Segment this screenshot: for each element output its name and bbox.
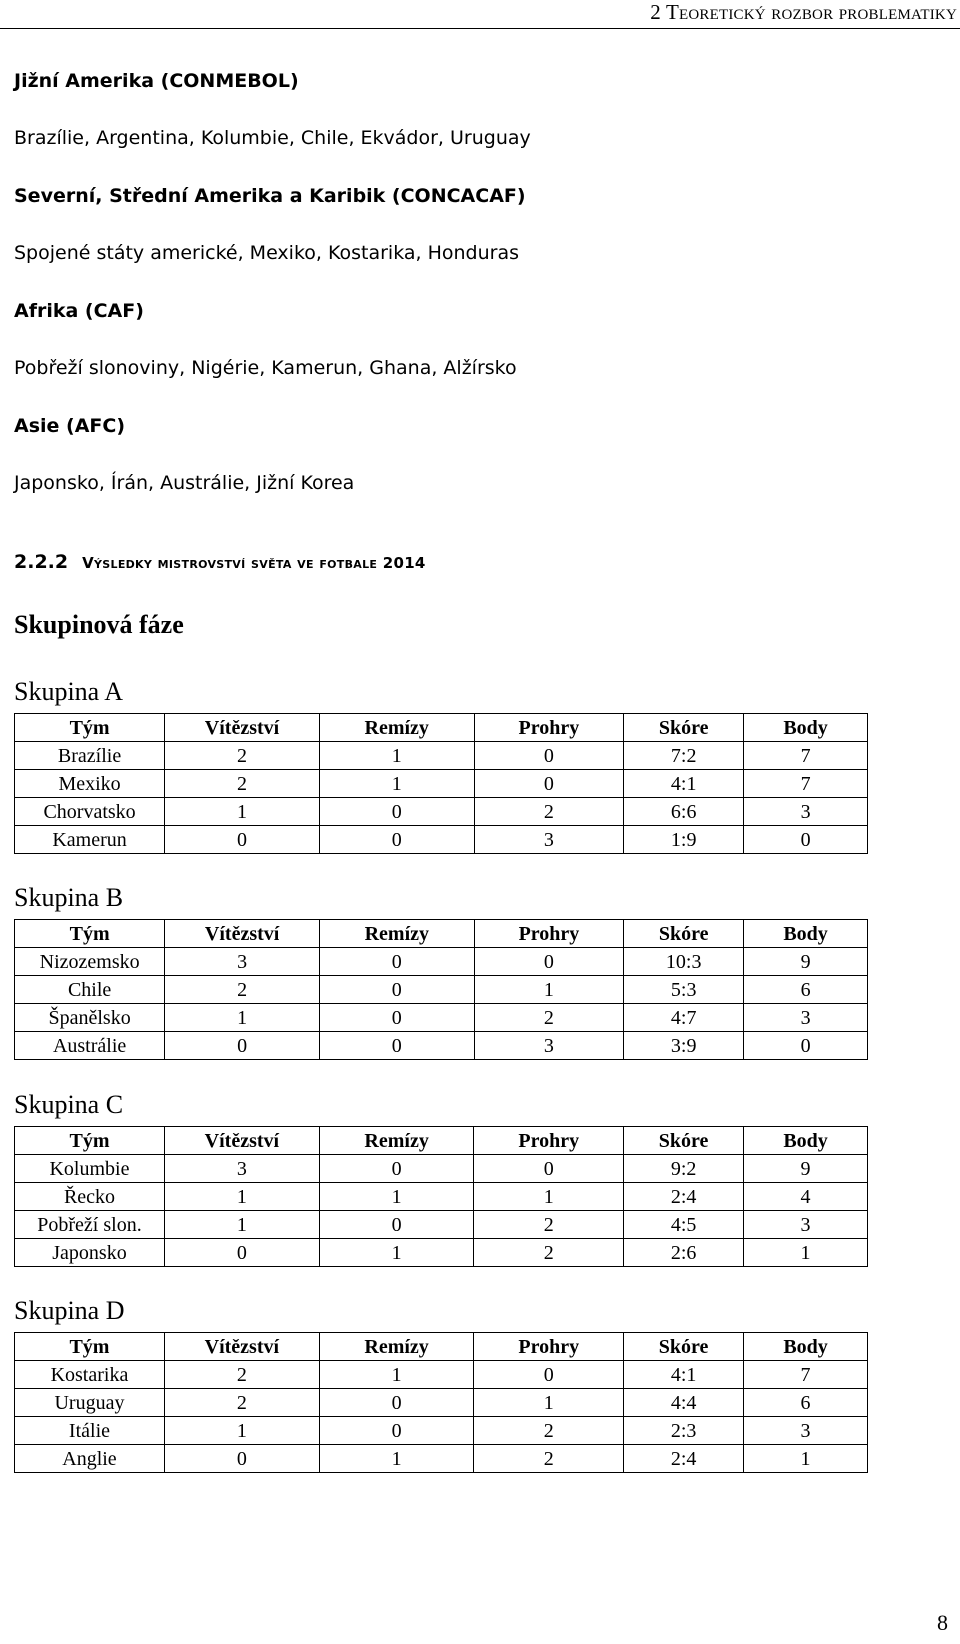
column-header: Tým	[15, 1127, 165, 1155]
stat-cell: 1	[319, 1183, 474, 1211]
column-header: Skóre	[624, 1333, 744, 1361]
stat-cell: 1	[474, 976, 624, 1004]
column-header: Skóre	[624, 714, 744, 742]
table-row	[15, 1389, 868, 1417]
stat-cell: 2	[165, 976, 320, 1004]
stat-cell: 1	[164, 1183, 319, 1211]
stat-cell: 1	[474, 1183, 624, 1211]
stat-cell: 3:9	[624, 1032, 744, 1060]
stat-cell: 10:3	[624, 948, 744, 976]
stat-cell: 3	[744, 798, 868, 826]
stat-cell: 0	[165, 826, 320, 854]
table-row	[15, 976, 868, 1004]
table-row	[15, 1239, 868, 1267]
stat-cell: 0	[474, 770, 624, 798]
stat-cell: 3	[474, 1032, 624, 1060]
team-name-cell: Anglie	[15, 1445, 165, 1473]
column-header: Remízy	[319, 1127, 474, 1155]
stat-cell: 3	[744, 1417, 868, 1445]
team-name-cell: Austrálie	[15, 1032, 165, 1060]
stat-cell: 1	[319, 742, 474, 770]
stat-cell: 0	[320, 1004, 475, 1032]
column-header: Tým	[15, 714, 165, 742]
stat-cell: 3	[744, 1211, 868, 1239]
region-heading-afc: Asie (AFC)	[14, 415, 126, 437]
stat-cell: 2	[474, 1445, 624, 1473]
stat-cell: 0	[164, 1239, 319, 1267]
table-row	[15, 948, 868, 976]
stat-cell: 1	[474, 1389, 624, 1417]
stat-cell: 2	[474, 1211, 624, 1239]
stat-cell: 0	[744, 1032, 868, 1060]
table-header-row	[15, 714, 868, 742]
stat-cell: 3	[744, 1004, 868, 1032]
page-number: 8	[937, 1610, 948, 1635]
stat-cell: 2	[164, 1361, 319, 1389]
team-name-cell: Nizozemsko	[15, 948, 165, 976]
column-header: Body	[744, 920, 868, 948]
stat-cell: 0	[319, 798, 474, 826]
team-name-cell: Kostarika	[15, 1361, 165, 1389]
table-header-row	[15, 1333, 868, 1361]
column-header: Skóre	[624, 1127, 744, 1155]
stat-cell: 5:3	[624, 976, 744, 1004]
group-title: Skupina A	[14, 677, 124, 706]
table-row	[15, 1361, 868, 1389]
stat-cell: 1	[744, 1445, 868, 1473]
stat-cell: 2	[164, 1389, 319, 1417]
table-header-row	[15, 1127, 868, 1155]
stat-cell: 0	[319, 1155, 474, 1183]
stat-cell: 1	[744, 1239, 868, 1267]
subsection-title: Výsledky mistrovství světa ve fotbale 2014	[82, 554, 426, 572]
table-row	[15, 1417, 868, 1445]
stat-cell: 4:5	[624, 1211, 744, 1239]
team-name-cell: Mexiko	[15, 770, 165, 798]
column-header: Prohry	[474, 1127, 624, 1155]
page-header	[0, 0, 960, 29]
stat-cell: 2	[165, 742, 320, 770]
stat-cell: 7:2	[624, 742, 744, 770]
group-title: Skupina D	[14, 1296, 125, 1325]
table-row	[15, 1032, 868, 1060]
stat-cell: 0	[744, 826, 868, 854]
table-header-row	[15, 920, 868, 948]
stat-cell: 1	[165, 1004, 320, 1032]
table-row	[15, 798, 868, 826]
table-row	[15, 1004, 868, 1032]
stat-cell: 0	[164, 1445, 319, 1473]
stat-cell: 7	[744, 1361, 868, 1389]
group-title: Skupina C	[14, 1090, 124, 1119]
region-teams-concacaf: Spojené státy americké, Mexiko, Kostarika, Honduras	[14, 242, 520, 264]
column-header: Prohry	[474, 1333, 624, 1361]
group-standings-table	[14, 919, 868, 1060]
stat-cell: 1	[319, 1361, 474, 1389]
column-header: Vítězství	[165, 714, 320, 742]
team-name-cell: Japonsko	[15, 1239, 165, 1267]
table-row	[15, 1211, 868, 1239]
stat-cell: 0	[319, 826, 474, 854]
team-name-cell: Chile	[15, 976, 165, 1004]
phase-title: Skupinová fáze	[14, 610, 184, 639]
running-header-text: 2 Teoretický rozbor problematiky	[650, 0, 957, 24]
stat-cell: 0	[474, 948, 624, 976]
stat-cell: 0	[319, 1389, 474, 1417]
stat-cell: 6:6	[624, 798, 744, 826]
stat-cell: 2:4	[624, 1183, 744, 1211]
stat-cell: 7	[744, 770, 868, 798]
team-name-cell: Řecko	[15, 1183, 165, 1211]
column-header: Vítězství	[164, 1333, 319, 1361]
stat-cell: 7	[744, 742, 868, 770]
stat-cell: 1:9	[624, 826, 744, 854]
stat-cell: 3	[474, 826, 624, 854]
team-name-cell: Kolumbie	[15, 1155, 165, 1183]
stat-cell: 0	[474, 1155, 624, 1183]
stat-cell: 1	[319, 1445, 474, 1473]
group-title: Skupina B	[14, 883, 124, 912]
subsection-heading	[14, 551, 426, 573]
column-header: Body	[744, 1127, 868, 1155]
table-row	[15, 1183, 868, 1211]
stat-cell: 2:4	[624, 1445, 744, 1473]
team-name-cell: Kamerun	[15, 826, 165, 854]
stat-cell: 9:2	[624, 1155, 744, 1183]
stat-cell: 0	[320, 976, 475, 1004]
stat-cell: 1	[164, 1211, 319, 1239]
stat-cell: 1	[319, 1239, 474, 1267]
stat-cell: 0	[319, 1211, 474, 1239]
group-standings-table	[14, 713, 868, 854]
column-header: Tým	[15, 920, 165, 948]
stat-cell: 0	[320, 1032, 475, 1060]
column-header: Vítězství	[165, 920, 320, 948]
team-name-cell: Španělsko	[15, 1004, 165, 1032]
stat-cell: 6	[744, 976, 868, 1004]
stat-cell: 4:7	[624, 1004, 744, 1032]
column-header: Body	[744, 714, 868, 742]
stat-cell: 2	[474, 798, 624, 826]
stat-cell: 3	[164, 1155, 319, 1183]
group-standings-table	[14, 1332, 868, 1473]
stat-cell: 0	[474, 742, 624, 770]
region-heading-concacaf: Severní, Střední Amerika a Karibik (CONCACAF)	[14, 185, 526, 207]
stat-cell: 2:6	[624, 1239, 744, 1267]
column-header: Body	[744, 1333, 868, 1361]
stat-cell: 9	[744, 1155, 868, 1183]
stat-cell: 2	[474, 1417, 624, 1445]
stat-cell: 0	[474, 1361, 624, 1389]
stat-cell: 0	[319, 1417, 474, 1445]
team-name-cell: Itálie	[15, 1417, 165, 1445]
team-name-cell: Brazílie	[15, 742, 165, 770]
column-header: Remízy	[320, 920, 475, 948]
stat-cell: 4	[744, 1183, 868, 1211]
stat-cell: 6	[744, 1389, 868, 1417]
stat-cell: 0	[320, 948, 475, 976]
region-heading-conmebol: Jižní Amerika (CONMEBOL)	[14, 70, 299, 92]
column-header: Remízy	[319, 714, 474, 742]
stat-cell: 4:1	[624, 770, 744, 798]
column-header: Skóre	[624, 920, 744, 948]
table-row	[15, 742, 868, 770]
stat-cell: 9	[744, 948, 868, 976]
stat-cell: 3	[165, 948, 320, 976]
group-standings-table	[14, 1126, 868, 1267]
region-teams-caf: Pobřeží slonoviny, Nigérie, Kamerun, Ghana, Alžírsko	[14, 357, 517, 379]
stat-cell: 2	[165, 770, 320, 798]
stat-cell: 2	[474, 1239, 624, 1267]
table-row	[15, 1445, 868, 1473]
table-row	[15, 826, 868, 854]
region-teams-conmebol: Brazílie, Argentina, Kolumbie, Chile, Ekvádor, Uruguay	[14, 127, 531, 149]
team-name-cell: Pobřeží slon.	[15, 1211, 165, 1239]
table-row	[15, 1155, 868, 1183]
subsection-number: 2.2.2	[14, 551, 69, 573]
stat-cell: 1	[319, 770, 474, 798]
column-header: Remízy	[319, 1333, 474, 1361]
column-header: Tým	[15, 1333, 165, 1361]
stat-cell: 1	[165, 798, 320, 826]
region-heading-caf: Afrika (CAF)	[14, 300, 144, 322]
table-row	[15, 770, 868, 798]
team-name-cell: Uruguay	[15, 1389, 165, 1417]
stat-cell: 2:3	[624, 1417, 744, 1445]
column-header: Vítězství	[164, 1127, 319, 1155]
stat-cell: 1	[164, 1417, 319, 1445]
team-name-cell: Chorvatsko	[15, 798, 165, 826]
stat-cell: 2	[474, 1004, 624, 1032]
column-header: Prohry	[474, 920, 624, 948]
stat-cell: 0	[165, 1032, 320, 1060]
stat-cell: 4:4	[624, 1389, 744, 1417]
stat-cell: 4:1	[624, 1361, 744, 1389]
column-header: Prohry	[474, 714, 624, 742]
region-teams-afc: Japonsko, Írán, Austrálie, Jižní Korea	[14, 472, 355, 494]
